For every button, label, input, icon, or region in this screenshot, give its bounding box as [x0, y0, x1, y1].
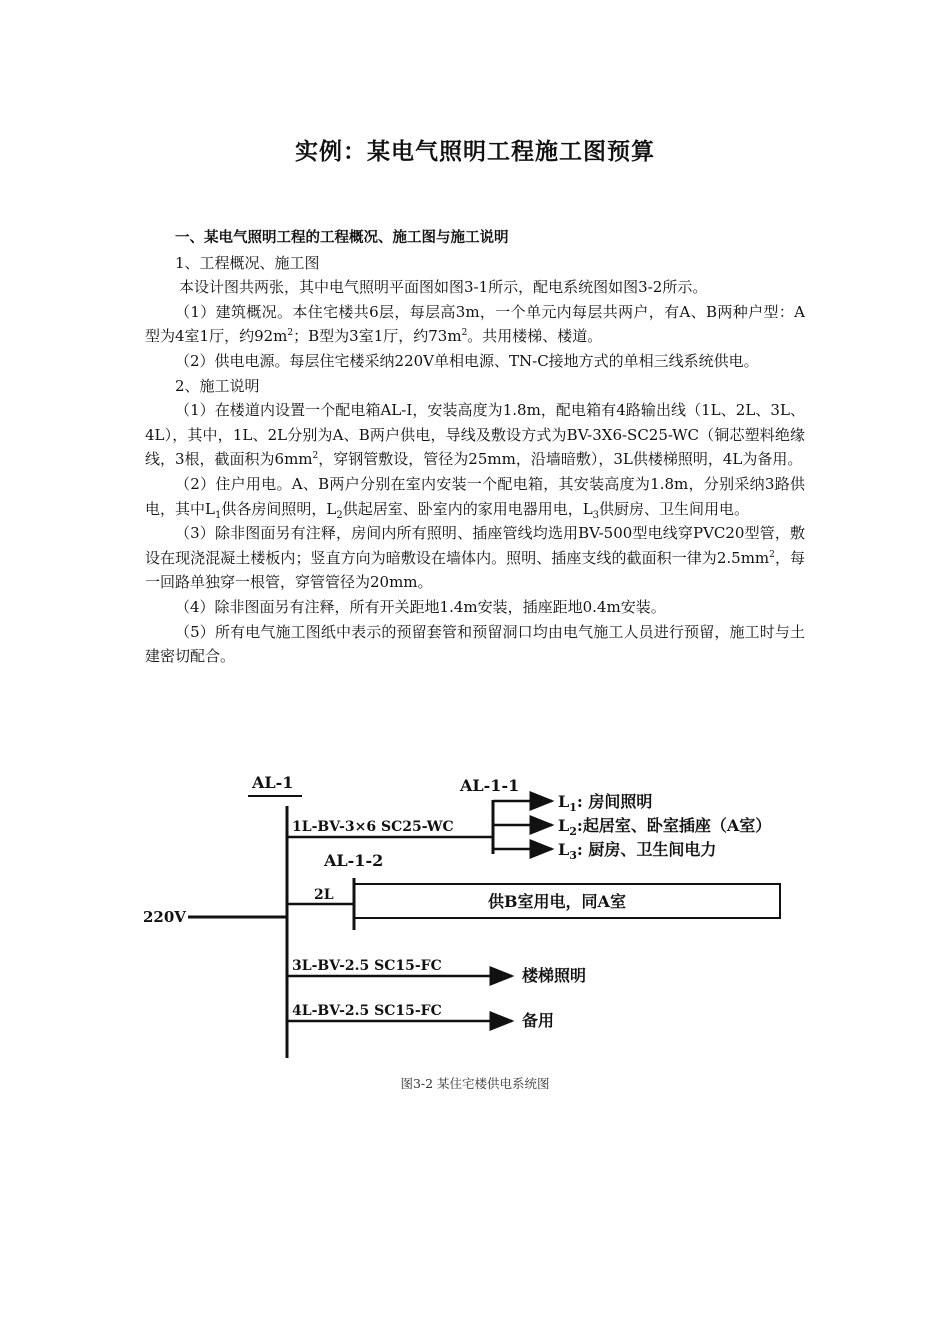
paragraph-drawings: 本设计图共两张，其中电气照明平面图如图3-1所示，配电系统图如图3-2所示。 [179, 278, 708, 297]
source-label: 220V [143, 908, 186, 926]
paragraph-switch-height: （4）除非图面另有注释，所有开关距地1.4m安装，插座距地0.4m安装。 [175, 597, 666, 616]
line-4-label: 4L-BV-2.5 SC15-FC [292, 1003, 442, 1019]
paragraph-household: （2）住户用电。A、B两户分别在室内安装一个配电箱，其安装高度为1.8m，分别采纳3路供电，其中$L_1$供各房间照明，$L_2$供起居室、卧室内的家用电器用电，$L_3$供厨房、卫生间用电。 [145, 474, 805, 521]
paragraph-reservation: （5）所有电气施工图纸中表示的预留套管和预留洞口均由电气施工人员进行预留，施工时与土建密切配合。 [145, 622, 805, 666]
line-3-label: 3L-BV-2.5 SC15-FC [292, 958, 442, 974]
stair-lighting-label: 楼梯照明 [522, 966, 587, 985]
paragraph-wiring: （3）除非图面另有注释，房间内所有照明、插座管线均选用BV-500型电线穿PVC20型管，敷设在现浇混凝土楼板内；竖直方向为暗敷设在墙体内。照明、插座支线的截面积一律为$2.5mm^2$，每一回路单独穿一根管，穿管管径为20mm。 [145, 524, 805, 592]
paragraph-building: （1）建筑概况。本住宅楼共6层，每层高3m，一个单元内每层共两户，有A、B两种户型：A型为4室1厅，约$92m^2$；B型为3室1厅，约$73m^2$。共用楼梯、楼道。 [145, 302, 805, 346]
power-supply-diagram [140, 768, 820, 1068]
figure-caption: 图3-2 某住宅楼供电系统图 [400, 1076, 550, 1091]
al-1-1-label: AL-1-1 [460, 776, 520, 795]
subheading-overview: 1、工程概况、施工图 [175, 253, 320, 272]
al-1-label: AL-1 [252, 773, 294, 792]
line-2-label: 2L [314, 887, 334, 903]
out-l2-label: $L_2$:起居室、卧室插座（A室） [558, 816, 772, 838]
page-title: 实例：某电气照明工程施工图预算 [295, 139, 655, 165]
al-1-2-label: AL-1-2 [324, 851, 384, 870]
paragraph-power-source: （2）供电电源。每层住宅楼采纳220V单相电源、TN-C接地方式的单相三线系统供电。 [175, 351, 759, 370]
out-l3-label: $L_3$: 厨房、卫生间电力 [558, 840, 717, 862]
subheading-construction: 2、施工说明 [175, 376, 260, 395]
spare-label: 备用 [522, 1011, 555, 1030]
document-body [145, 226, 805, 669]
diagram-svg [140, 768, 820, 1068]
out-l1-label: $L_1$: 房间照明 [558, 792, 653, 814]
paragraph-distribution-box: （1）在楼道内设置一个配电箱AL-I，安装高度为1.8m，配电箱有4路输出线（1L、2L、3L、4L），其中，1L、2L分别为A、B两户供电，导线及敷设方式为BV-3X6-SC25-WC（铜芯塑料绝缘线，3根，截面积为$6mm^2$，穿钢管敷设，管径为25mm，沿墙暗敷），3L供楼梯照明，4L为备用。 [145, 401, 805, 469]
household-b-label: 供B室用电，同A室 [488, 892, 626, 911]
line-1-label: 1L-BV-3×6 SC25-WC [292, 819, 454, 835]
section-heading: 一、某电气照明工程的工程概况、施工图与施工说明 [175, 230, 509, 246]
